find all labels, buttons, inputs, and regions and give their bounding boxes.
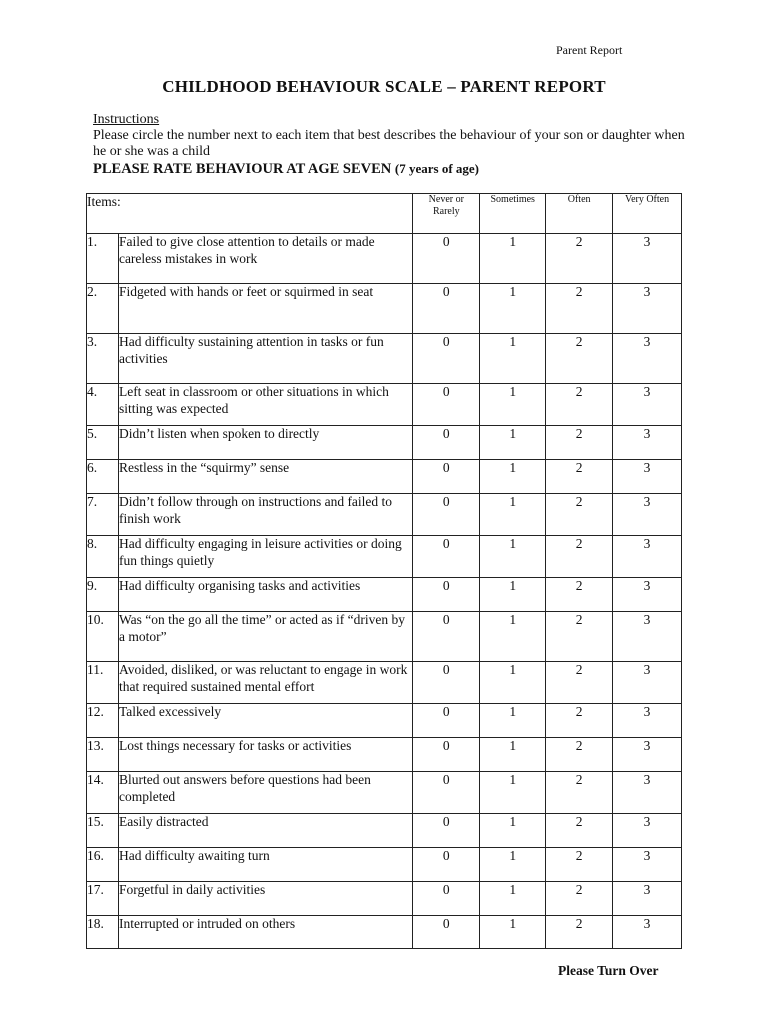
score-option-never-or-rarely[interactable]: 0	[413, 234, 480, 284]
score-option-sometimes[interactable]: 1	[480, 460, 546, 494]
score-option-often[interactable]: 2	[546, 536, 613, 578]
score-option-often[interactable]: 2	[546, 284, 613, 334]
table-row	[87, 284, 682, 334]
item-description: Interrupted or intruded on others	[118, 916, 412, 949]
score-option-sometimes[interactable]: 1	[480, 882, 546, 916]
rate-instruction-main: PLEASE RATE BEHAVIOUR AT AGE SEVEN	[93, 161, 392, 177]
item-description: Had difficulty awaiting turn	[118, 848, 412, 882]
score-option-very-often[interactable]: 3	[613, 738, 682, 772]
score-option-very-often[interactable]: 3	[613, 662, 682, 704]
item-description: Failed to give close attention to details or made careless mistakes in work	[118, 234, 412, 284]
item-description: Lost things necessary for tasks or activities	[118, 738, 412, 772]
items-column-header: Items:	[87, 194, 413, 234]
instructions-block	[93, 112, 693, 177]
item-description: Restless in the “squirmy” sense	[118, 460, 412, 494]
item-number: 14.	[87, 772, 119, 814]
score-option-often[interactable]: 2	[546, 916, 613, 949]
item-number: 15.	[87, 814, 119, 848]
item-description: Didn’t listen when spoken to directly	[118, 426, 412, 460]
item-description: Had difficulty engaging in leisure activities or doing fun things quietly	[118, 536, 412, 578]
score-option-often[interactable]: 2	[546, 578, 613, 612]
page-title: CHILDHOOD BEHAVIOUR SCALE – PARENT REPORT	[162, 77, 606, 96]
item-number: 2.	[87, 284, 119, 334]
score-option-very-often[interactable]: 3	[613, 284, 682, 334]
score-option-often[interactable]: 2	[546, 334, 613, 384]
score-option-very-often[interactable]: 3	[613, 882, 682, 916]
item-description: Didn’t follow through on instructions and failed to finish work	[118, 494, 412, 536]
rate-instruction-age: (7 years of age)	[394, 161, 480, 176]
score-option-never-or-rarely[interactable]: 0	[413, 384, 480, 426]
score-option-never-or-rarely[interactable]: 0	[413, 848, 480, 882]
score-option-sometimes[interactable]: 1	[480, 772, 546, 814]
item-number: 9.	[87, 578, 119, 612]
item-number: 16.	[87, 848, 119, 882]
score-option-very-often[interactable]: 3	[613, 578, 682, 612]
please-turn-over: Please Turn Over	[558, 963, 659, 978]
item-number: 12.	[87, 704, 119, 738]
table-row	[87, 334, 682, 384]
score-option-often[interactable]: 2	[546, 234, 613, 284]
score-option-sometimes[interactable]: 1	[480, 578, 546, 612]
item-description: Avoided, disliked, or was reluctant to engage in work that required sustained mental effort	[118, 662, 412, 704]
item-description: Was “on the go all the time” or acted as if “driven by a motor”	[118, 612, 412, 662]
table-row	[87, 772, 682, 814]
score-option-never-or-rarely[interactable]: 0	[413, 662, 480, 704]
score-option-often[interactable]: 2	[546, 814, 613, 848]
item-number: 3.	[87, 334, 119, 384]
score-option-sometimes[interactable]: 1	[480, 384, 546, 426]
column-header-never-or-rarely: Never or Rarely	[413, 194, 480, 234]
score-option-sometimes[interactable]: 1	[480, 814, 546, 848]
score-option-never-or-rarely[interactable]: 0	[413, 612, 480, 662]
item-number: 13.	[87, 738, 119, 772]
table-row	[87, 848, 682, 882]
score-option-often[interactable]: 2	[546, 612, 613, 662]
score-option-never-or-rarely[interactable]: 0	[413, 426, 480, 460]
item-number: 4.	[87, 384, 119, 426]
item-number: 11.	[87, 662, 119, 704]
score-option-often[interactable]: 2	[546, 426, 613, 460]
behaviour-items-table	[86, 193, 682, 949]
score-option-very-often[interactable]: 3	[613, 916, 682, 949]
item-number: 10.	[87, 612, 119, 662]
score-option-never-or-rarely[interactable]: 0	[413, 284, 480, 334]
item-description: Fidgeted with hands or feet or squirmed in seat	[118, 284, 412, 334]
score-option-very-often[interactable]: 3	[613, 460, 682, 494]
table-row	[87, 384, 682, 426]
table-row	[87, 916, 682, 949]
score-option-sometimes[interactable]: 1	[480, 704, 546, 738]
score-option-never-or-rarely[interactable]: 0	[413, 536, 480, 578]
score-option-sometimes[interactable]: 1	[480, 234, 546, 284]
instructions-text: Please circle the number next to each item that best describes the behaviour of your son or daughter when he or she was a child	[93, 128, 685, 159]
score-option-sometimes[interactable]: 1	[480, 916, 546, 949]
item-number: 8.	[87, 536, 119, 578]
item-description: Had difficulty sustaining attention in tasks or fun activities	[118, 334, 412, 384]
item-description: Left seat in classroom or other situations in which sitting was expected	[118, 384, 412, 426]
table-row	[87, 814, 682, 848]
item-number: 1.	[87, 234, 119, 284]
score-option-never-or-rarely[interactable]: 0	[413, 334, 480, 384]
item-number: 17.	[87, 882, 119, 916]
score-option-never-or-rarely[interactable]: 0	[413, 814, 480, 848]
table-row	[87, 426, 682, 460]
table-row	[87, 234, 682, 284]
table-row	[87, 460, 682, 494]
score-option-never-or-rarely[interactable]: 0	[413, 882, 480, 916]
score-option-never-or-rarely[interactable]: 0	[413, 772, 480, 814]
item-description: Forgetful in daily activities	[118, 882, 412, 916]
item-number: 7.	[87, 494, 119, 536]
table-row	[87, 494, 682, 536]
score-option-very-often[interactable]: 3	[613, 384, 682, 426]
score-option-very-often[interactable]: 3	[613, 612, 682, 662]
table-row	[87, 738, 682, 772]
score-option-never-or-rarely[interactable]: 0	[413, 460, 480, 494]
score-option-sometimes[interactable]: 1	[480, 494, 546, 536]
score-option-very-often[interactable]: 3	[613, 848, 682, 882]
page-header-label: Parent Report	[556, 43, 623, 57]
item-description: Easily distracted	[118, 814, 412, 848]
score-option-very-often[interactable]: 3	[613, 536, 682, 578]
score-option-often[interactable]: 2	[546, 738, 613, 772]
item-number: 6.	[87, 460, 119, 494]
score-option-sometimes[interactable]: 1	[480, 662, 546, 704]
score-option-very-often[interactable]: 3	[613, 772, 682, 814]
table-row	[87, 662, 682, 704]
score-option-sometimes[interactable]: 1	[480, 848, 546, 882]
table-row	[87, 536, 682, 578]
score-option-often[interactable]: 2	[546, 882, 613, 916]
score-option-often[interactable]: 2	[546, 848, 613, 882]
score-option-never-or-rarely[interactable]: 0	[413, 578, 480, 612]
score-option-sometimes[interactable]: 1	[480, 284, 546, 334]
item-number: 18.	[87, 916, 119, 949]
score-option-often[interactable]: 2	[546, 704, 613, 738]
score-option-sometimes[interactable]: 1	[480, 612, 546, 662]
table-row	[87, 704, 682, 738]
item-description: Blurted out answers before questions had been completed	[118, 772, 412, 814]
score-option-sometimes[interactable]: 1	[480, 738, 546, 772]
item-number: 5.	[87, 426, 119, 460]
column-header-often: Often	[546, 194, 613, 234]
score-option-often[interactable]: 2	[546, 662, 613, 704]
score-option-often[interactable]: 2	[546, 494, 613, 536]
score-option-very-often[interactable]: 3	[613, 704, 682, 738]
score-option-very-often[interactable]: 3	[613, 234, 682, 284]
score-option-very-often[interactable]: 3	[613, 334, 682, 384]
column-header-very-often: Very Often	[613, 194, 682, 234]
score-option-sometimes[interactable]: 1	[480, 536, 546, 578]
score-option-never-or-rarely[interactable]: 0	[413, 916, 480, 949]
instructions-heading: Instructions	[93, 112, 160, 127]
score-option-never-or-rarely[interactable]: 0	[413, 738, 480, 772]
score-option-very-often[interactable]: 3	[613, 494, 682, 536]
table-row	[87, 578, 682, 612]
score-option-often[interactable]: 2	[546, 460, 613, 494]
score-option-often[interactable]: 2	[546, 384, 613, 426]
table-row	[87, 882, 682, 916]
score-option-very-often[interactable]: 3	[613, 814, 682, 848]
score-option-never-or-rarely[interactable]: 0	[413, 704, 480, 738]
item-description: Had difficulty organising tasks and activities	[118, 578, 412, 612]
score-option-sometimes[interactable]: 1	[480, 334, 546, 384]
column-header-sometimes: Sometimes	[480, 194, 546, 234]
score-option-never-or-rarely[interactable]: 0	[413, 494, 480, 536]
item-description: Talked excessively	[118, 704, 412, 738]
table-row	[87, 612, 682, 662]
score-option-often[interactable]: 2	[546, 772, 613, 814]
rate-instruction	[93, 161, 693, 177]
score-option-sometimes[interactable]: 1	[480, 426, 546, 460]
score-option-very-often[interactable]: 3	[613, 426, 682, 460]
